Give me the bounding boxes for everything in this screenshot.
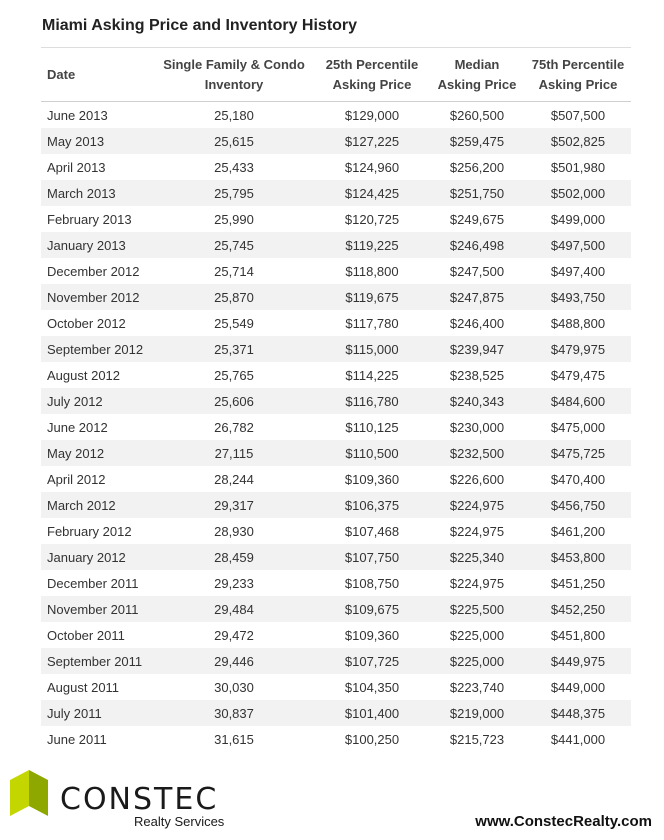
table-row [41,700,631,726]
table-row [41,206,631,232]
cell-75th-percentile: $451,250 [550,575,606,591]
cell-25th-percentile: $116,780 [315,388,429,414]
cell-25th-percentile: $108,750 [344,575,400,591]
cell-25th-percentile: $106,375 [315,492,429,518]
cell-inventory: 25,990 [214,211,254,227]
cell-date: September 2011 [41,648,153,674]
cell-inventory: 25,870 [153,284,315,310]
cell-inventory: 30,837 [153,700,315,726]
cell-date: August 2012 [47,367,121,383]
cell-median: $225,000 [449,627,505,643]
table-row [41,518,631,544]
table-row [41,154,631,180]
cell-median: $246,400 [449,315,505,331]
cell-75th-percentile: $497,500 [525,232,631,258]
cell-25th-percentile: $104,350 [344,679,400,695]
table-row [41,128,631,154]
cell-date: February 2013 [47,211,132,227]
table-row [41,570,631,596]
cell-25th-percentile: $101,400 [315,700,429,726]
cell-date: November 2011 [41,596,153,622]
cell-75th-percentile: $488,800 [550,315,606,331]
asking-price-inventory-table [41,47,631,752]
cell-date: March 2013 [41,180,153,206]
brand-subtitle: Realty Services [134,814,225,829]
cell-25th-percentile: $110,125 [345,419,399,435]
cell-25th-percentile: $119,225 [315,232,429,258]
cell-date: July 2012 [41,388,153,414]
cell-date: April 2012 [47,471,106,487]
table-row [41,466,631,492]
cell-median: $224,975 [449,575,505,591]
cell-25th-percentile: $115,000 [315,336,429,362]
table-row [41,310,631,336]
cell-inventory: 25,714 [214,263,254,279]
cell-75th-percentile: $461,200 [550,523,606,539]
cell-75th-percentile: $502,000 [525,180,631,206]
cell-inventory: 31,615 [214,731,254,747]
cell-median: $224,975 [449,523,505,539]
table-header-row [41,48,631,102]
table-row [41,596,631,622]
cell-median: $226,600 [449,471,505,487]
cell-25th-percentile: $127,225 [315,128,429,154]
cell-inventory: 28,459 [153,544,315,570]
cell-date: January 2013 [41,232,153,258]
cell-75th-percentile: $507,500 [550,107,606,123]
cell-inventory: 30,030 [214,679,254,695]
cell-date: October 2012 [47,315,126,331]
table-row [41,726,631,752]
table-row [41,648,631,674]
cell-75th-percentile: $449,975 [525,648,631,674]
cell-inventory: 27,115 [153,440,315,466]
cell-25th-percentile: $120,725 [344,211,400,227]
column-header-75th-percentile: 75th Percentile Asking Price [525,48,631,102]
cell-median: $249,675 [449,211,505,227]
cell-75th-percentile: $479,975 [525,336,631,362]
cell-inventory: 25,549 [214,315,254,331]
cell-date: June 2013 [47,107,108,123]
cell-date: October 2011 [47,627,125,643]
cell-25th-percentile: $109,360 [344,471,400,487]
cell-date: April 2013 [47,159,106,175]
table-row [41,544,631,570]
constec-logo-mark-icon [10,770,48,816]
column-header-25th-percentile: 25th Percentile Asking Price [315,48,429,102]
table-row [41,258,631,284]
cell-25th-percentile: $119,675 [315,284,429,310]
cell-date: December 2011 [47,575,139,591]
cell-date: July 2011 [41,700,153,726]
cell-25th-percentile: $124,960 [344,159,400,175]
cell-75th-percentile: $470,400 [550,471,606,487]
cell-date: January 2012 [41,544,153,570]
column-header-date: Date [41,48,153,102]
cell-median: $223,740 [449,679,505,695]
cell-median: $251,750 [429,180,525,206]
cell-75th-percentile: $497,400 [550,263,606,279]
cell-inventory: 28,930 [214,523,254,539]
cell-75th-percentile: $456,750 [525,492,631,518]
cell-median: $225,000 [429,648,525,674]
cell-25th-percentile: $109,360 [344,627,400,643]
cell-25th-percentile: $124,425 [315,180,429,206]
cell-median: $215,723 [449,731,505,747]
cell-date: June 2011 [47,731,107,747]
cell-25th-percentile: $100,250 [344,731,400,747]
table-row [41,232,631,258]
cell-median: $260,500 [449,107,505,123]
cell-inventory: 25,795 [153,180,315,206]
table-row [41,284,631,310]
table-row [41,674,631,700]
table-row [41,102,631,129]
cell-25th-percentile: $118,800 [345,263,399,279]
cell-date: December 2012 [47,263,140,279]
cell-date: March 2012 [41,492,153,518]
cell-median: $224,975 [429,492,525,518]
cell-inventory: 28,244 [214,471,254,487]
cell-date: August 2011 [47,679,120,695]
cell-75th-percentile: $452,250 [525,596,631,622]
cell-25th-percentile: $114,225 [345,367,399,383]
cell-inventory: 25,745 [153,232,315,258]
cell-median: $247,875 [429,284,525,310]
cell-median: $225,500 [429,596,525,622]
cell-date: June 2012 [47,419,108,435]
cell-median: $240,343 [429,388,525,414]
table-row [41,414,631,440]
cell-inventory: 25,615 [153,128,315,154]
cell-25th-percentile: $129,000 [344,107,400,123]
column-header-inventory: Single Family & Condo Inventory [153,48,315,102]
cell-median: $246,498 [429,232,525,258]
table-row [41,336,631,362]
cell-75th-percentile: $499,000 [550,211,606,227]
cell-date: November 2012 [41,284,153,310]
cell-75th-percentile: $479,475 [550,367,606,383]
cell-75th-percentile: $502,825 [525,128,631,154]
table-body [41,102,631,753]
table-row [41,388,631,414]
table-row [41,622,631,648]
table-row [41,492,631,518]
cell-median: $238,525 [449,367,505,383]
cell-inventory: 26,782 [214,419,254,435]
cell-25th-percentile: $107,750 [315,544,429,570]
cell-median: $225,340 [429,544,525,570]
cell-inventory: 25,433 [214,159,254,175]
cell-75th-percentile: $501,980 [550,159,606,175]
cell-date: September 2012 [41,336,153,362]
cell-75th-percentile: $441,000 [550,731,606,747]
cell-75th-percentile: $484,600 [525,388,631,414]
cell-75th-percentile: $453,800 [525,544,631,570]
cell-median: $256,200 [449,159,505,175]
cell-median: $232,500 [429,440,525,466]
cell-median: $259,475 [429,128,525,154]
cell-inventory: 25,371 [153,336,315,362]
website-link[interactable]: www.ConstecRealty.com [475,813,652,830]
column-header-median: Median Asking Price [429,48,525,102]
cell-75th-percentile: $493,750 [525,284,631,310]
cell-25th-percentile: $107,725 [315,648,429,674]
cell-date: February 2012 [47,523,132,539]
cell-inventory: 29,484 [153,596,315,622]
cell-inventory: 25,765 [214,367,254,383]
cell-25th-percentile: $107,468 [344,523,400,539]
cell-25th-percentile: $109,675 [315,596,429,622]
brand-name: CONSTEC [60,782,219,817]
cell-75th-percentile: $448,375 [525,700,631,726]
cell-inventory: 25,606 [153,388,315,414]
table-row [41,180,631,206]
cell-date: May 2012 [41,440,153,466]
table-row [41,362,631,388]
cell-inventory: 29,472 [214,627,254,643]
cell-75th-percentile: $475,725 [525,440,631,466]
cell-25th-percentile: $110,500 [315,440,429,466]
cell-75th-percentile: $449,000 [550,679,606,695]
constec-logo [10,770,250,830]
cell-inventory: 25,180 [214,107,254,123]
cell-inventory: 29,446 [153,648,315,674]
cell-75th-percentile: $451,800 [550,627,606,643]
cell-median: $230,000 [449,419,505,435]
cell-date: May 2013 [41,128,153,154]
cell-25th-percentile: $117,780 [345,315,399,331]
cell-inventory: 29,317 [153,492,315,518]
cell-inventory: 29,233 [214,575,254,591]
cell-75th-percentile: $475,000 [550,419,606,435]
page-title: Miami Asking Price and Inventory History [42,17,358,34]
cell-median: $219,000 [429,700,525,726]
table-row [41,440,631,466]
cell-median: $247,500 [449,263,505,279]
cell-median: $239,947 [429,336,525,362]
